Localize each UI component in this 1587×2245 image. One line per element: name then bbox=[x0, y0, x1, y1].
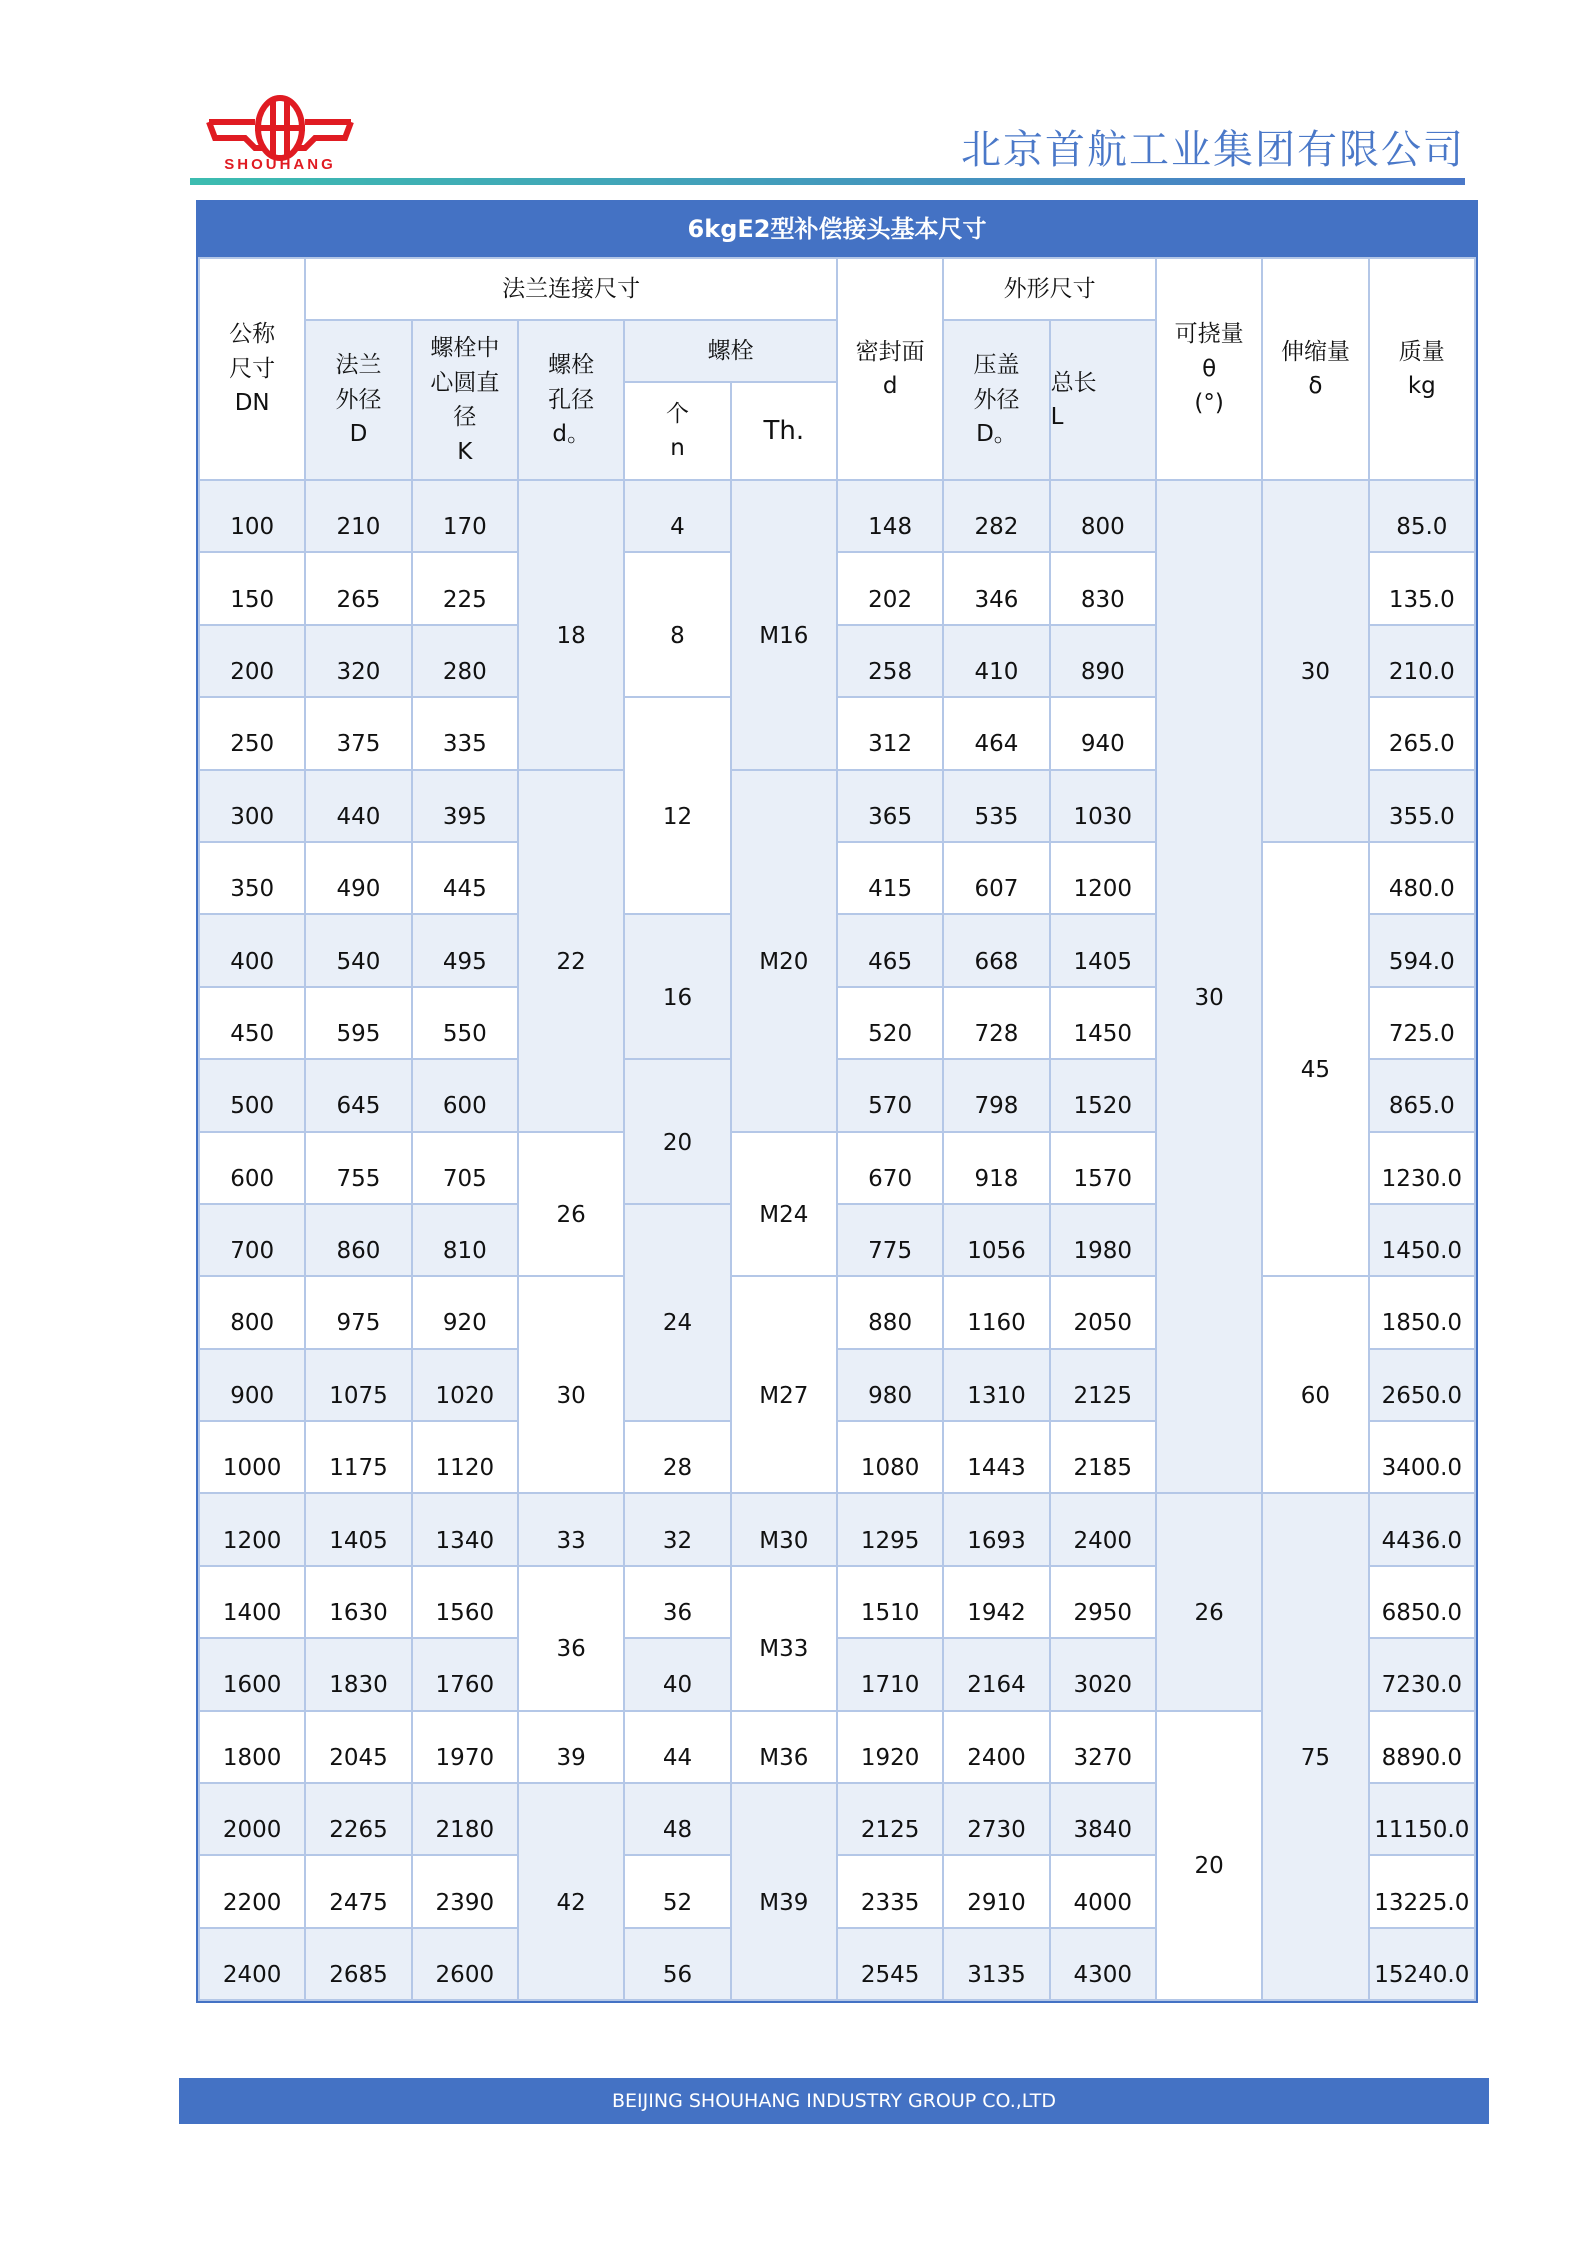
header-gland-od: 压盖 外径 D。 bbox=[943, 320, 1049, 480]
cell-do: 410 bbox=[943, 625, 1049, 697]
cell-k: 2600 bbox=[412, 1928, 518, 2000]
cell-do: 1693 bbox=[943, 1493, 1049, 1565]
cell-k: 550 bbox=[412, 987, 518, 1059]
cell-d: 1175 bbox=[305, 1421, 411, 1493]
cell-l: 4000 bbox=[1050, 1855, 1156, 1927]
cell-theta: 26 bbox=[1156, 1493, 1262, 1710]
cell-k: 600 bbox=[412, 1059, 518, 1131]
cell-do: 728 bbox=[943, 987, 1049, 1059]
cell-do: 3135 bbox=[943, 1928, 1049, 2000]
cell-dn: 400 bbox=[199, 914, 305, 986]
cell-n: 32 bbox=[624, 1493, 730, 1565]
cell-l: 1520 bbox=[1050, 1059, 1156, 1131]
cell-kg: 13225.0 bbox=[1369, 1855, 1475, 1927]
cell-do: 26 bbox=[518, 1132, 624, 1277]
cell-dn: 200 bbox=[199, 625, 305, 697]
cell-th: M27 bbox=[731, 1276, 837, 1493]
cell-kg: 210.0 bbox=[1369, 625, 1475, 697]
cell-d: 595 bbox=[305, 987, 411, 1059]
cell-d: 440 bbox=[305, 770, 411, 842]
cell-do: 18 bbox=[518, 480, 624, 770]
cell-do: 1160 bbox=[943, 1276, 1049, 1348]
cell-k: 1020 bbox=[412, 1349, 518, 1421]
cell-th: M16 bbox=[731, 480, 837, 770]
cell-k: 1120 bbox=[412, 1421, 518, 1493]
cell-dn: 150 bbox=[199, 552, 305, 624]
cell-kg: 265.0 bbox=[1369, 697, 1475, 769]
cell-kg: 1850.0 bbox=[1369, 1276, 1475, 1348]
cell-do: 42 bbox=[518, 1783, 624, 2000]
header-dn: 公称 尺寸 DN bbox=[199, 258, 305, 480]
cell-do: 22 bbox=[518, 770, 624, 1132]
cell-n: 40 bbox=[624, 1638, 730, 1710]
cell-kg: 4436.0 bbox=[1369, 1493, 1475, 1565]
cell-dn: 350 bbox=[199, 842, 305, 914]
cell-l: 2950 bbox=[1050, 1566, 1156, 1638]
cell-do: 39 bbox=[518, 1711, 624, 1783]
header-bolt-thread: Th. bbox=[731, 382, 837, 480]
cell-d: 645 bbox=[305, 1059, 411, 1131]
dimension-table bbox=[198, 257, 1476, 2001]
dimension-table-sheet bbox=[196, 200, 1478, 2003]
header-mass: 质量 kg bbox=[1369, 258, 1475, 480]
cell-l: 890 bbox=[1050, 625, 1156, 697]
cell-l: 830 bbox=[1050, 552, 1156, 624]
table-row bbox=[199, 1276, 1475, 1348]
cell-dn: 700 bbox=[199, 1204, 305, 1276]
cell-do: 33 bbox=[518, 1493, 624, 1565]
cell-kg: 135.0 bbox=[1369, 552, 1475, 624]
cell-do: 464 bbox=[943, 697, 1049, 769]
cell-d: 490 bbox=[305, 842, 411, 914]
header-deflection: 可挠量 θ (°) bbox=[1156, 258, 1262, 480]
cell-kg: 1230.0 bbox=[1369, 1132, 1475, 1204]
cell-th: M30 bbox=[731, 1493, 837, 1565]
cell-d: 1920 bbox=[837, 1711, 943, 1783]
header-bolt-group: 螺栓 bbox=[624, 320, 837, 382]
cell-d: 2545 bbox=[837, 1928, 943, 2000]
cell-k: 1760 bbox=[412, 1638, 518, 1710]
cell-d: 1405 bbox=[305, 1493, 411, 1565]
cell-do: 798 bbox=[943, 1059, 1049, 1131]
cell-d: 1630 bbox=[305, 1566, 411, 1638]
cell-l: 940 bbox=[1050, 697, 1156, 769]
cell-d: 312 bbox=[837, 697, 943, 769]
cell-d: 540 bbox=[305, 914, 411, 986]
header-seal: 密封面 d bbox=[837, 258, 943, 480]
cell-do: 30 bbox=[518, 1276, 624, 1493]
cell-do: 2910 bbox=[943, 1855, 1049, 1927]
cell-l: 3020 bbox=[1050, 1638, 1156, 1710]
cell-dn: 800 bbox=[199, 1276, 305, 1348]
cell-k: 395 bbox=[412, 770, 518, 842]
cell-kg: 355.0 bbox=[1369, 770, 1475, 842]
cell-dn: 300 bbox=[199, 770, 305, 842]
cell-d: 755 bbox=[305, 1132, 411, 1204]
cell-do: 668 bbox=[943, 914, 1049, 986]
cell-kg: 3400.0 bbox=[1369, 1421, 1475, 1493]
cell-k: 495 bbox=[412, 914, 518, 986]
cell-do: 36 bbox=[518, 1566, 624, 1711]
cell-do: 2400 bbox=[943, 1711, 1049, 1783]
cell-l: 1200 bbox=[1050, 842, 1156, 914]
header-bolt-circle: 螺栓中 心圆直 径 K bbox=[412, 320, 518, 480]
cell-k: 335 bbox=[412, 697, 518, 769]
table-body bbox=[199, 480, 1475, 2000]
cell-do: 1443 bbox=[943, 1421, 1049, 1493]
cell-dn: 1400 bbox=[199, 1566, 305, 1638]
cell-do: 918 bbox=[943, 1132, 1049, 1204]
cell-kg: 725.0 bbox=[1369, 987, 1475, 1059]
cell-do: 1056 bbox=[943, 1204, 1049, 1276]
cell-d: 202 bbox=[837, 552, 943, 624]
cell-d: 148 bbox=[837, 480, 943, 552]
cell-dn: 1000 bbox=[199, 1421, 305, 1493]
cell-kg: 480.0 bbox=[1369, 842, 1475, 914]
cell-l: 1570 bbox=[1050, 1132, 1156, 1204]
cell-delta: 45 bbox=[1262, 842, 1368, 1276]
company-name: 北京首航工业集团有限公司 bbox=[961, 127, 1465, 173]
cell-l: 1405 bbox=[1050, 914, 1156, 986]
cell-kg: 11150.0 bbox=[1369, 1783, 1475, 1855]
cell-d: 980 bbox=[837, 1349, 943, 1421]
cell-dn: 2000 bbox=[199, 1783, 305, 1855]
cell-n: 56 bbox=[624, 1928, 730, 2000]
cell-dn: 100 bbox=[199, 480, 305, 552]
cell-dn: 250 bbox=[199, 697, 305, 769]
cell-k: 705 bbox=[412, 1132, 518, 1204]
cell-do: 1310 bbox=[943, 1349, 1049, 1421]
cell-theta: 30 bbox=[1156, 480, 1262, 1493]
table-row bbox=[199, 842, 1475, 914]
cell-kg: 865.0 bbox=[1369, 1059, 1475, 1131]
footer-band: BEIJING SHOUHANG INDUSTRY GROUP CO.,LTD bbox=[179, 2078, 1489, 2124]
cell-do: 2730 bbox=[943, 1783, 1049, 1855]
cell-dn: 600 bbox=[199, 1132, 305, 1204]
cell-d: 2265 bbox=[305, 1783, 411, 1855]
cell-l: 800 bbox=[1050, 480, 1156, 552]
cell-kg: 594.0 bbox=[1369, 914, 1475, 986]
cell-n: 44 bbox=[624, 1711, 730, 1783]
cell-do: 346 bbox=[943, 552, 1049, 624]
header-bolt-count: 个 n bbox=[624, 382, 730, 480]
cell-do: 535 bbox=[943, 770, 1049, 842]
cell-d: 1830 bbox=[305, 1638, 411, 1710]
cell-th: M33 bbox=[731, 1566, 837, 1711]
table-title: 6kgE2型补偿接头基本尺寸 bbox=[198, 202, 1476, 257]
cell-dn: 2200 bbox=[199, 1855, 305, 1927]
cell-n: 4 bbox=[624, 480, 730, 552]
cell-d: 860 bbox=[305, 1204, 411, 1276]
cell-d: 2685 bbox=[305, 1928, 411, 2000]
cell-n: 28 bbox=[624, 1421, 730, 1493]
cell-d: 570 bbox=[837, 1059, 943, 1131]
cell-l: 3840 bbox=[1050, 1783, 1156, 1855]
cell-th: M20 bbox=[731, 770, 837, 1132]
cell-l: 2125 bbox=[1050, 1349, 1156, 1421]
cell-k: 170 bbox=[412, 480, 518, 552]
cell-k: 2180 bbox=[412, 1783, 518, 1855]
header-flange-group: 法兰连接尺寸 bbox=[305, 258, 837, 320]
cell-kg: 7230.0 bbox=[1369, 1638, 1475, 1710]
header-stretch: 伸缩量 δ bbox=[1262, 258, 1368, 480]
cell-l: 1450 bbox=[1050, 987, 1156, 1059]
cell-d: 520 bbox=[837, 987, 943, 1059]
cell-d: 775 bbox=[837, 1204, 943, 1276]
cell-dn: 900 bbox=[199, 1349, 305, 1421]
cell-k: 225 bbox=[412, 552, 518, 624]
cell-th: M36 bbox=[731, 1711, 837, 1783]
table-row bbox=[199, 480, 1475, 552]
cell-n: 24 bbox=[624, 1204, 730, 1421]
cell-th: M39 bbox=[731, 1783, 837, 2000]
cell-d: 365 bbox=[837, 770, 943, 842]
cell-kg: 15240.0 bbox=[1369, 1928, 1475, 2000]
cell-th: M24 bbox=[731, 1132, 837, 1277]
cell-l: 3270 bbox=[1050, 1711, 1156, 1783]
cell-n: 20 bbox=[624, 1059, 730, 1204]
cell-d: 2475 bbox=[305, 1855, 411, 1927]
cell-kg: 1450.0 bbox=[1369, 1204, 1475, 1276]
cell-n: 36 bbox=[624, 1566, 730, 1638]
cell-dn: 450 bbox=[199, 987, 305, 1059]
cell-l: 4300 bbox=[1050, 1928, 1156, 2000]
cell-d: 880 bbox=[837, 1276, 943, 1348]
cell-n: 8 bbox=[624, 552, 730, 697]
cell-l: 1980 bbox=[1050, 1204, 1156, 1276]
cell-d: 210 bbox=[305, 480, 411, 552]
cell-k: 1340 bbox=[412, 1493, 518, 1565]
cell-dn: 2400 bbox=[199, 1928, 305, 2000]
cell-do: 2164 bbox=[943, 1638, 1049, 1710]
cell-do: 282 bbox=[943, 480, 1049, 552]
header-length: 总长 L bbox=[1050, 320, 1156, 480]
cell-kg: 6850.0 bbox=[1369, 1566, 1475, 1638]
cell-k: 1560 bbox=[412, 1566, 518, 1638]
cell-d: 1510 bbox=[837, 1566, 943, 1638]
cell-d: 975 bbox=[305, 1276, 411, 1348]
cell-n: 48 bbox=[624, 1783, 730, 1855]
cell-dn: 1200 bbox=[199, 1493, 305, 1565]
cell-k: 2390 bbox=[412, 1855, 518, 1927]
cell-dn: 1600 bbox=[199, 1638, 305, 1710]
cell-k: 1970 bbox=[412, 1711, 518, 1783]
cell-k: 445 bbox=[412, 842, 518, 914]
cell-d: 465 bbox=[837, 914, 943, 986]
cell-d: 2125 bbox=[837, 1783, 943, 1855]
cell-k: 280 bbox=[412, 625, 518, 697]
table-row bbox=[199, 1493, 1475, 1565]
cell-l: 2400 bbox=[1050, 1493, 1156, 1565]
cell-d: 265 bbox=[305, 552, 411, 624]
cell-l: 2185 bbox=[1050, 1421, 1156, 1493]
header-shape-group: 外形尺寸 bbox=[943, 258, 1156, 320]
cell-kg: 85.0 bbox=[1369, 480, 1475, 552]
cell-n: 12 bbox=[624, 697, 730, 914]
cell-d: 320 bbox=[305, 625, 411, 697]
cell-delta: 60 bbox=[1262, 1276, 1368, 1493]
cell-delta: 75 bbox=[1262, 1493, 1368, 2000]
cell-d: 258 bbox=[837, 625, 943, 697]
cell-k: 920 bbox=[412, 1276, 518, 1348]
cell-kg: 8890.0 bbox=[1369, 1711, 1475, 1783]
cell-d: 2335 bbox=[837, 1855, 943, 1927]
cell-kg: 2650.0 bbox=[1369, 1349, 1475, 1421]
cell-d: 1295 bbox=[837, 1493, 943, 1565]
cell-d: 1710 bbox=[837, 1638, 943, 1710]
cell-d: 415 bbox=[837, 842, 943, 914]
cell-d: 1075 bbox=[305, 1349, 411, 1421]
cell-d: 670 bbox=[837, 1132, 943, 1204]
cell-l: 2050 bbox=[1050, 1276, 1156, 1348]
cell-delta: 30 bbox=[1262, 480, 1368, 842]
header-bolt-hole: 螺栓 孔径 d。 bbox=[518, 320, 624, 480]
cell-dn: 1800 bbox=[199, 1711, 305, 1783]
cell-d: 1080 bbox=[837, 1421, 943, 1493]
header-flange-od: 法兰 外径 D bbox=[305, 320, 411, 480]
cell-do: 607 bbox=[943, 842, 1049, 914]
cell-d: 375 bbox=[305, 697, 411, 769]
cell-k: 810 bbox=[412, 1204, 518, 1276]
cell-d: 2045 bbox=[305, 1711, 411, 1783]
cell-theta: 20 bbox=[1156, 1711, 1262, 2001]
cell-n: 52 bbox=[624, 1855, 730, 1927]
cell-do: 1942 bbox=[943, 1566, 1049, 1638]
cell-n: 16 bbox=[624, 914, 730, 1059]
header-divider bbox=[190, 178, 1465, 185]
cell-dn: 500 bbox=[199, 1059, 305, 1131]
cell-l: 1030 bbox=[1050, 770, 1156, 842]
logo-text: SHOUHANG bbox=[224, 156, 336, 173]
